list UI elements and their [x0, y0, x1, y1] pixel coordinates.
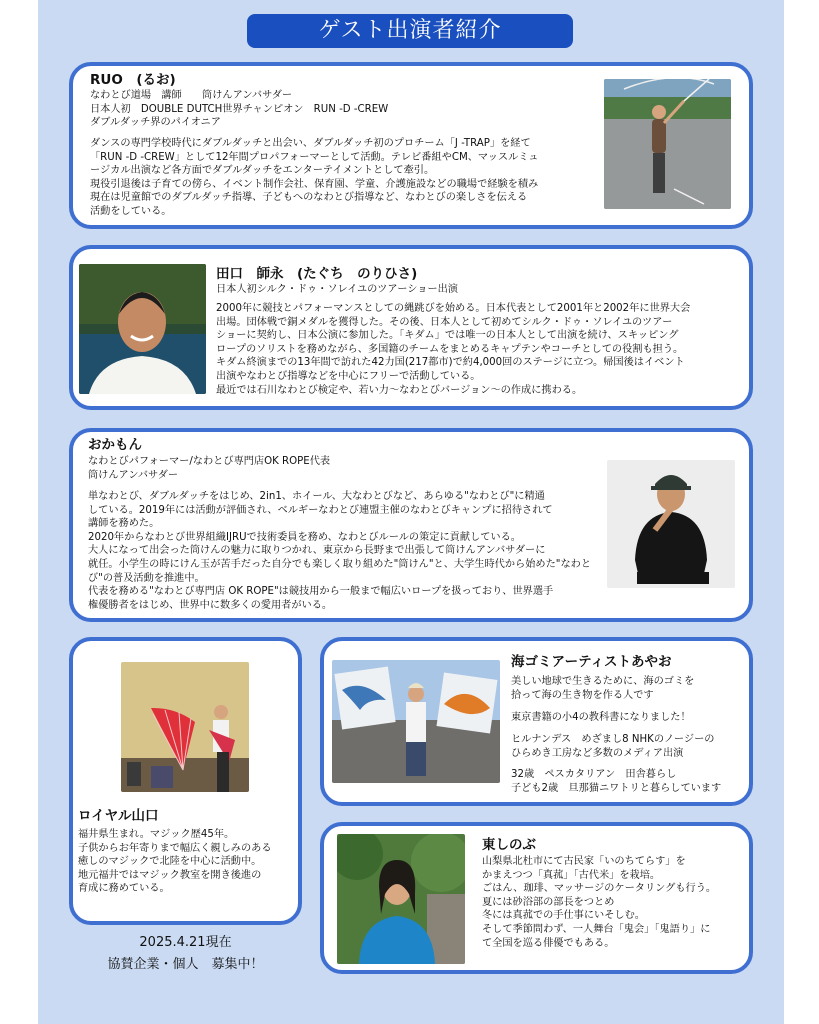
photo-taguchi: [79, 264, 206, 394]
guest-bio-ayao-4: 32歳 ペスカタリアン 田舎暮らし 子ども2歳 旦那猫ニワトリと暮らしています: [511, 769, 722, 794]
page-title: ゲスト出演者紹介: [247, 14, 573, 48]
guest-name-ruo: RUO (るお): [90, 72, 176, 88]
photo-ruo: [604, 79, 731, 209]
guest-bio-ayao-1: 美しい地球で生きるために、海のゴミを 拾って海の生き物を作る人です: [511, 676, 695, 701]
guest-bio-royal: 福井県生まれ。マジック歴45年。 子供からお年寄りまで幅広く親しみのある 癒しのマジックで北陸を中心に活動中。 地元福井ではマジック教室を開き後進の 育成に務めている。: [78, 829, 272, 895]
guest-name-okamon: おかもん: [88, 437, 142, 453]
guest-name-shinobu: 東しのぶ: [482, 837, 536, 853]
footer-date: 2025.4.21現在: [139, 935, 232, 950]
photo-royal: [121, 662, 249, 792]
guest-roles-ruo: なわとび道場 講師 筒けんアンバサダー 日本人初 DOUBLE DUTCH世界チャンピオン RUN -D -CREW ダブルダッチ界のパイオニア: [90, 90, 389, 129]
guest-bio-ayao-2: 東京書籍の小4の教科書になりました！: [511, 712, 691, 723]
photo-okamon: [607, 460, 735, 588]
guest-bio-ruo: ダンスの専門学校時代にダブルダッチと出会い、ダブルダッチ初のプロチーム「J -TRAP」を経て 「RUN -D -CREW」として12年間プロパフォーマーとして活動。テレビ番組やCM、マッスルミュ ージカル出演など各方面でダブルダッチをエンターテイメントとして牽引。 現役引退後は子育ての傍ら、イベント制作会社、保育園、学童、介護施設などの職場で経験を積み 現在は児童館でのダブルダッチ指導、子どもへのなわとび指導など、なわとびの楽しさを伝える 活動をしている。: [90, 138, 539, 217]
footer: [69, 932, 302, 976]
guest-roles-okamon: なわとびパフォーマー/なわとび専門店OK ROPE代表 筒けんアンバサダー: [88, 456, 331, 481]
guest-bio-taguchi: 2000年に競技とパフォーマンスとしての縄跳びを始める。日本代表として2001年と2002年に世界大会 出場。団体戦で銅メダルを獲得した。その後、日本人として初めてシルク・ドゥ・ソレイユのツアー ショーに契約し、日本公演に参加した。「キダム」では唯一の日本人として出演を続け、スキッピング ロープのソリストを務めながら、多国籍のチームをまとめるキャプテンやコーチとしての役割も担う。 キダム終演までの13年間で訪れた42力国(217都市)で約4,000回のステージに立つ。帰国後はイベント 出演やなわとび指導などを中心にフリーで活動している。 最近では石川なわとび検定や、若い力〜なわとびバージョン〜の作成に携わる。: [216, 303, 691, 396]
guest-bio-ayao-3: ヒルナンデス めざまし8 NHKのノージーの ひらめき工房など多数のメディア出演: [511, 734, 715, 759]
footer-sponsor: 協賛企業・個人 募集中！: [107, 957, 264, 972]
guest-name-ayao: 海ゴミアーティストあやお: [511, 654, 672, 670]
guest-roles-taguchi: 日本人初シルク・ドゥ・ソレイユのツアーショー出演: [216, 284, 458, 295]
photo-ayao: [332, 660, 500, 783]
guest-name-royal: ロイヤル山口: [78, 808, 159, 824]
photo-shinobu: [337, 834, 465, 964]
guest-name-taguchi: 田口 師永 (たぐち のりひさ): [216, 266, 418, 282]
guest-bio-okamon: 単なわとび、ダブルダッチをはじめ、2in1、ホイール、大なわとびなど、あらゆる"なわとび"に精通 している。2019年には活動が評価され、ベルギーなわとび連盟主催のなわとびキャンプに招待されて 講師を務めた。 2020年からなわとび世界組織IJRUで技術委員を務め、なわとびルールの策定に貢献している。 大人になって出会った筒けんの魅力に取りつかれ、東京から長野まで出張して筒けんアンバサダーに 就任。小学生の時にけん玉が苦手だった自分でも楽しく取り組めた"筒けん"と、大学生時代から始めた"なわとび"の普及活動を推進中。 代表を務める"なわとび専門店 OK ROPE"は競技用から一般まで幅広いロープを扱っており、世界選手 権優勝者をはじめ、世界中に数多くの愛用者がいる。: [88, 491, 592, 611]
guest-bio-shinobu: 山梨県北杜市にて古民家「いのちてらす」を かまえつつ「真菰」「古代米」を栽培。 ごはん、珈琲、マッサージのケータリングも行う。 夏には砂浴部の部長をつとめ 冬には真菰での手仕事にいそしむ。 そして季節問わず、一人舞台「鬼会」「鬼語り」に て全国を巡る俳優でもある。: [482, 856, 717, 949]
